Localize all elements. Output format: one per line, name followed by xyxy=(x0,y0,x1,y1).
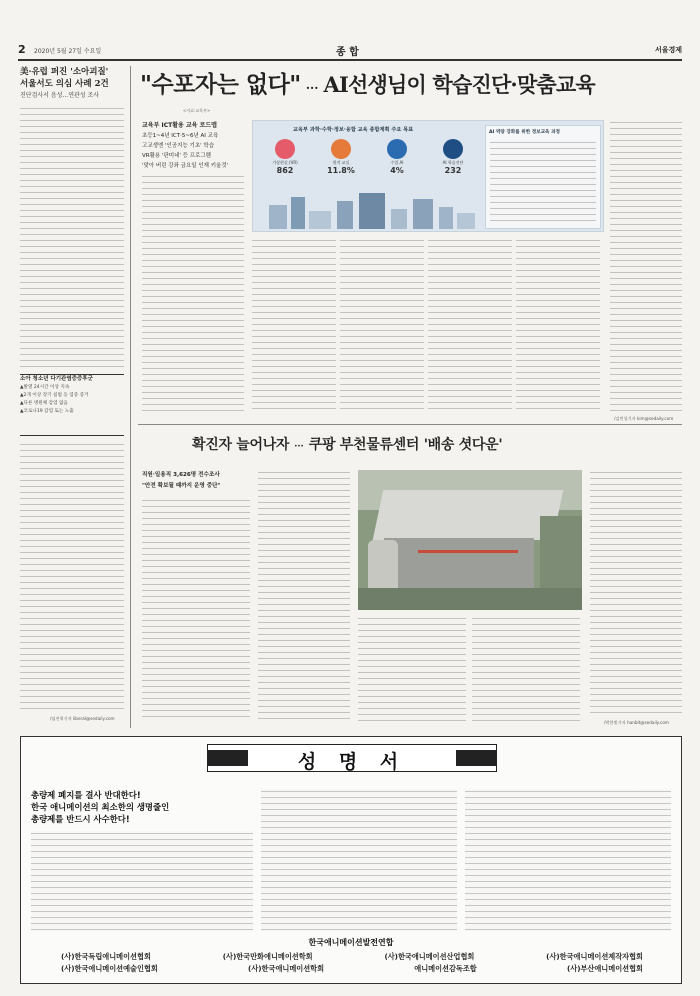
left-headline-2: 서울서도 의심 사례 2건 xyxy=(20,79,109,89)
org-row xyxy=(61,951,643,963)
item-label: AI 학습진단 xyxy=(442,160,464,165)
subhead-5: '맞아 버린 강좌 금요일 인재 키울것' xyxy=(142,163,229,169)
infographic-item-3 xyxy=(371,139,423,175)
issue-date: 2020년 5월 27일 수요일 xyxy=(34,48,102,55)
left-sidebar-title: 소아 청소년 다기관염증증후군 xyxy=(20,376,93,382)
headline-dash: ··· xyxy=(294,442,304,452)
second-headline-sub: 쿠팡 부천물류센터 '배송 셧다운' xyxy=(308,437,503,453)
top-headline xyxy=(140,66,680,106)
section-name: 종 합 xyxy=(336,47,359,58)
page-header xyxy=(18,42,682,58)
org-name: (사)한국애니메이션학회 xyxy=(248,964,325,973)
second-subhead-1: 직원·일용직 3,626명 전수조사 xyxy=(142,472,220,478)
second-body-col-2 xyxy=(258,470,350,722)
ai-diagnosis-icon xyxy=(443,139,463,159)
top-body-col-1 xyxy=(142,174,244,414)
left-byline: /임진혁기자 liberal@sedaily.com xyxy=(50,716,115,721)
second-body-col-4 xyxy=(472,616,580,722)
slogan-1: 총량제 폐지를 결사 반대한다! xyxy=(31,790,141,800)
headline-dash: ··· xyxy=(305,81,319,95)
top-body-col-4 xyxy=(428,238,512,414)
org-name: (사)한국애니메이션산업협회 xyxy=(384,952,475,961)
item-label: 수업 AI xyxy=(390,160,404,165)
left-subline: 진단검사서 음성...연관성 조사 xyxy=(20,92,100,99)
top-body-col-3 xyxy=(340,238,424,414)
second-subhead-2: "안전 확보될 때까지 운영 중단" xyxy=(142,483,221,489)
statement-body-col-2 xyxy=(261,789,457,931)
statement-ad xyxy=(20,736,682,984)
top-headline-main: AI선생님이 학습진단·맞춤교육 xyxy=(323,72,595,97)
sidebar-item: ▲다른 병원체 감염 없음 xyxy=(20,401,68,406)
ai-class-icon xyxy=(387,139,407,159)
infographic xyxy=(252,120,604,232)
organizations-list xyxy=(61,951,643,975)
story-divider xyxy=(138,424,682,425)
statement-title-banner xyxy=(207,744,497,772)
org-name: (사)한국애니메이션예술인협회 xyxy=(61,964,158,973)
org-row xyxy=(61,963,643,975)
org-name: (사)부산애니메이션협회 xyxy=(566,964,643,973)
infographic-item-4 xyxy=(427,139,479,175)
second-body-col-1 xyxy=(142,498,250,722)
item-value: 862 xyxy=(276,166,294,175)
classroom-icon xyxy=(331,139,351,159)
item-value: 11.8% xyxy=(327,166,355,175)
infographic-right-panel xyxy=(485,125,601,229)
org-name: (사)한국만화애니메이션학회 xyxy=(222,952,313,961)
vr-icon xyxy=(275,139,295,159)
item-value: 4% xyxy=(390,166,404,175)
subhead-2: 초등1~4년 ICT·5~6년 AI 교육 xyxy=(142,133,219,139)
right-panel-title: AI 역량 강화를 위한 정보교육 과정 xyxy=(489,130,560,135)
left-column-story xyxy=(20,66,124,724)
second-body-col-5 xyxy=(590,470,682,718)
column-divider xyxy=(130,66,131,728)
subhead-1: 교육부 ICT활용 교육 로드맵 xyxy=(142,122,217,129)
statement-title: 성 명 서 xyxy=(297,751,407,773)
infographic-item-2 xyxy=(315,139,367,175)
organizations-title: 한국애니메이션발전연합 xyxy=(308,938,394,947)
second-subheads xyxy=(142,470,254,492)
newspaper-name: 서울경제 xyxy=(654,46,682,54)
header-rule xyxy=(18,59,682,61)
city-illustration xyxy=(259,191,481,229)
sidebar-item: ▲코로나19 감염 또는 노출 xyxy=(20,409,74,414)
subhead-4: VR활용 '판미네' 등 프로그램 xyxy=(142,153,211,159)
statement-body-col-1 xyxy=(31,831,253,931)
second-byline: /박한빛기자 hanbit@sedaily.com xyxy=(604,720,669,725)
item-label: 원격 교실 xyxy=(332,160,350,165)
slogan-3: 총량제를 반드시 사수한다! xyxy=(31,814,130,824)
org-name: 애니메이션감독조합 xyxy=(414,964,477,973)
left-body-text-2 xyxy=(20,442,124,714)
sidebar-item: ▲발열 24시간 이상 지속 xyxy=(20,385,70,390)
logistics-center-photo xyxy=(358,470,582,610)
org-name: (사)한국애니메이션제작자협회 xyxy=(546,952,643,961)
second-headline xyxy=(192,434,672,458)
second-headline-main: 확진자 늘어나자 xyxy=(192,437,290,453)
left-body-text-1 xyxy=(20,106,124,368)
statement-body-col-3 xyxy=(465,789,671,931)
subhead-3: 고교생엔 '인공지능 기초' 학습 xyxy=(142,143,215,149)
left-sidebar-box xyxy=(20,374,124,436)
right-panel-text xyxy=(490,140,596,222)
org-name: (사)한국독립애니메이션협회 xyxy=(61,952,151,961)
item-value: 232 xyxy=(444,166,462,175)
top-body-col-5 xyxy=(516,238,600,414)
statement-slogans xyxy=(31,789,251,825)
infographic-item-1 xyxy=(259,139,311,175)
second-body-col-3 xyxy=(358,616,466,722)
top-subheads xyxy=(142,120,242,171)
photo-credit: <자료:교육부> xyxy=(183,108,211,113)
top-body-col-2 xyxy=(252,238,336,414)
top-body-col-6 xyxy=(610,120,682,412)
page-number: 2 xyxy=(18,43,26,56)
top-headline-quote: "수포자는 없다" xyxy=(140,71,301,98)
slogan-2: 한국 애니메이션의 최소한의 생명줄인 xyxy=(31,802,170,812)
sidebar-item: ▲2개 이상 장기 침범 등 염증 증거 xyxy=(20,393,89,398)
infographic-title: 교육부 과학·수학·정보·융합 교육 종합계획 주요 목표 xyxy=(293,127,414,133)
top-byline: /김민성기자 kim@sedaily.com xyxy=(614,416,674,421)
left-headline-1: 美·유럽 퍼진 '소아괴질' xyxy=(20,67,109,77)
item-label: 가상현실 (VR) xyxy=(272,160,298,165)
